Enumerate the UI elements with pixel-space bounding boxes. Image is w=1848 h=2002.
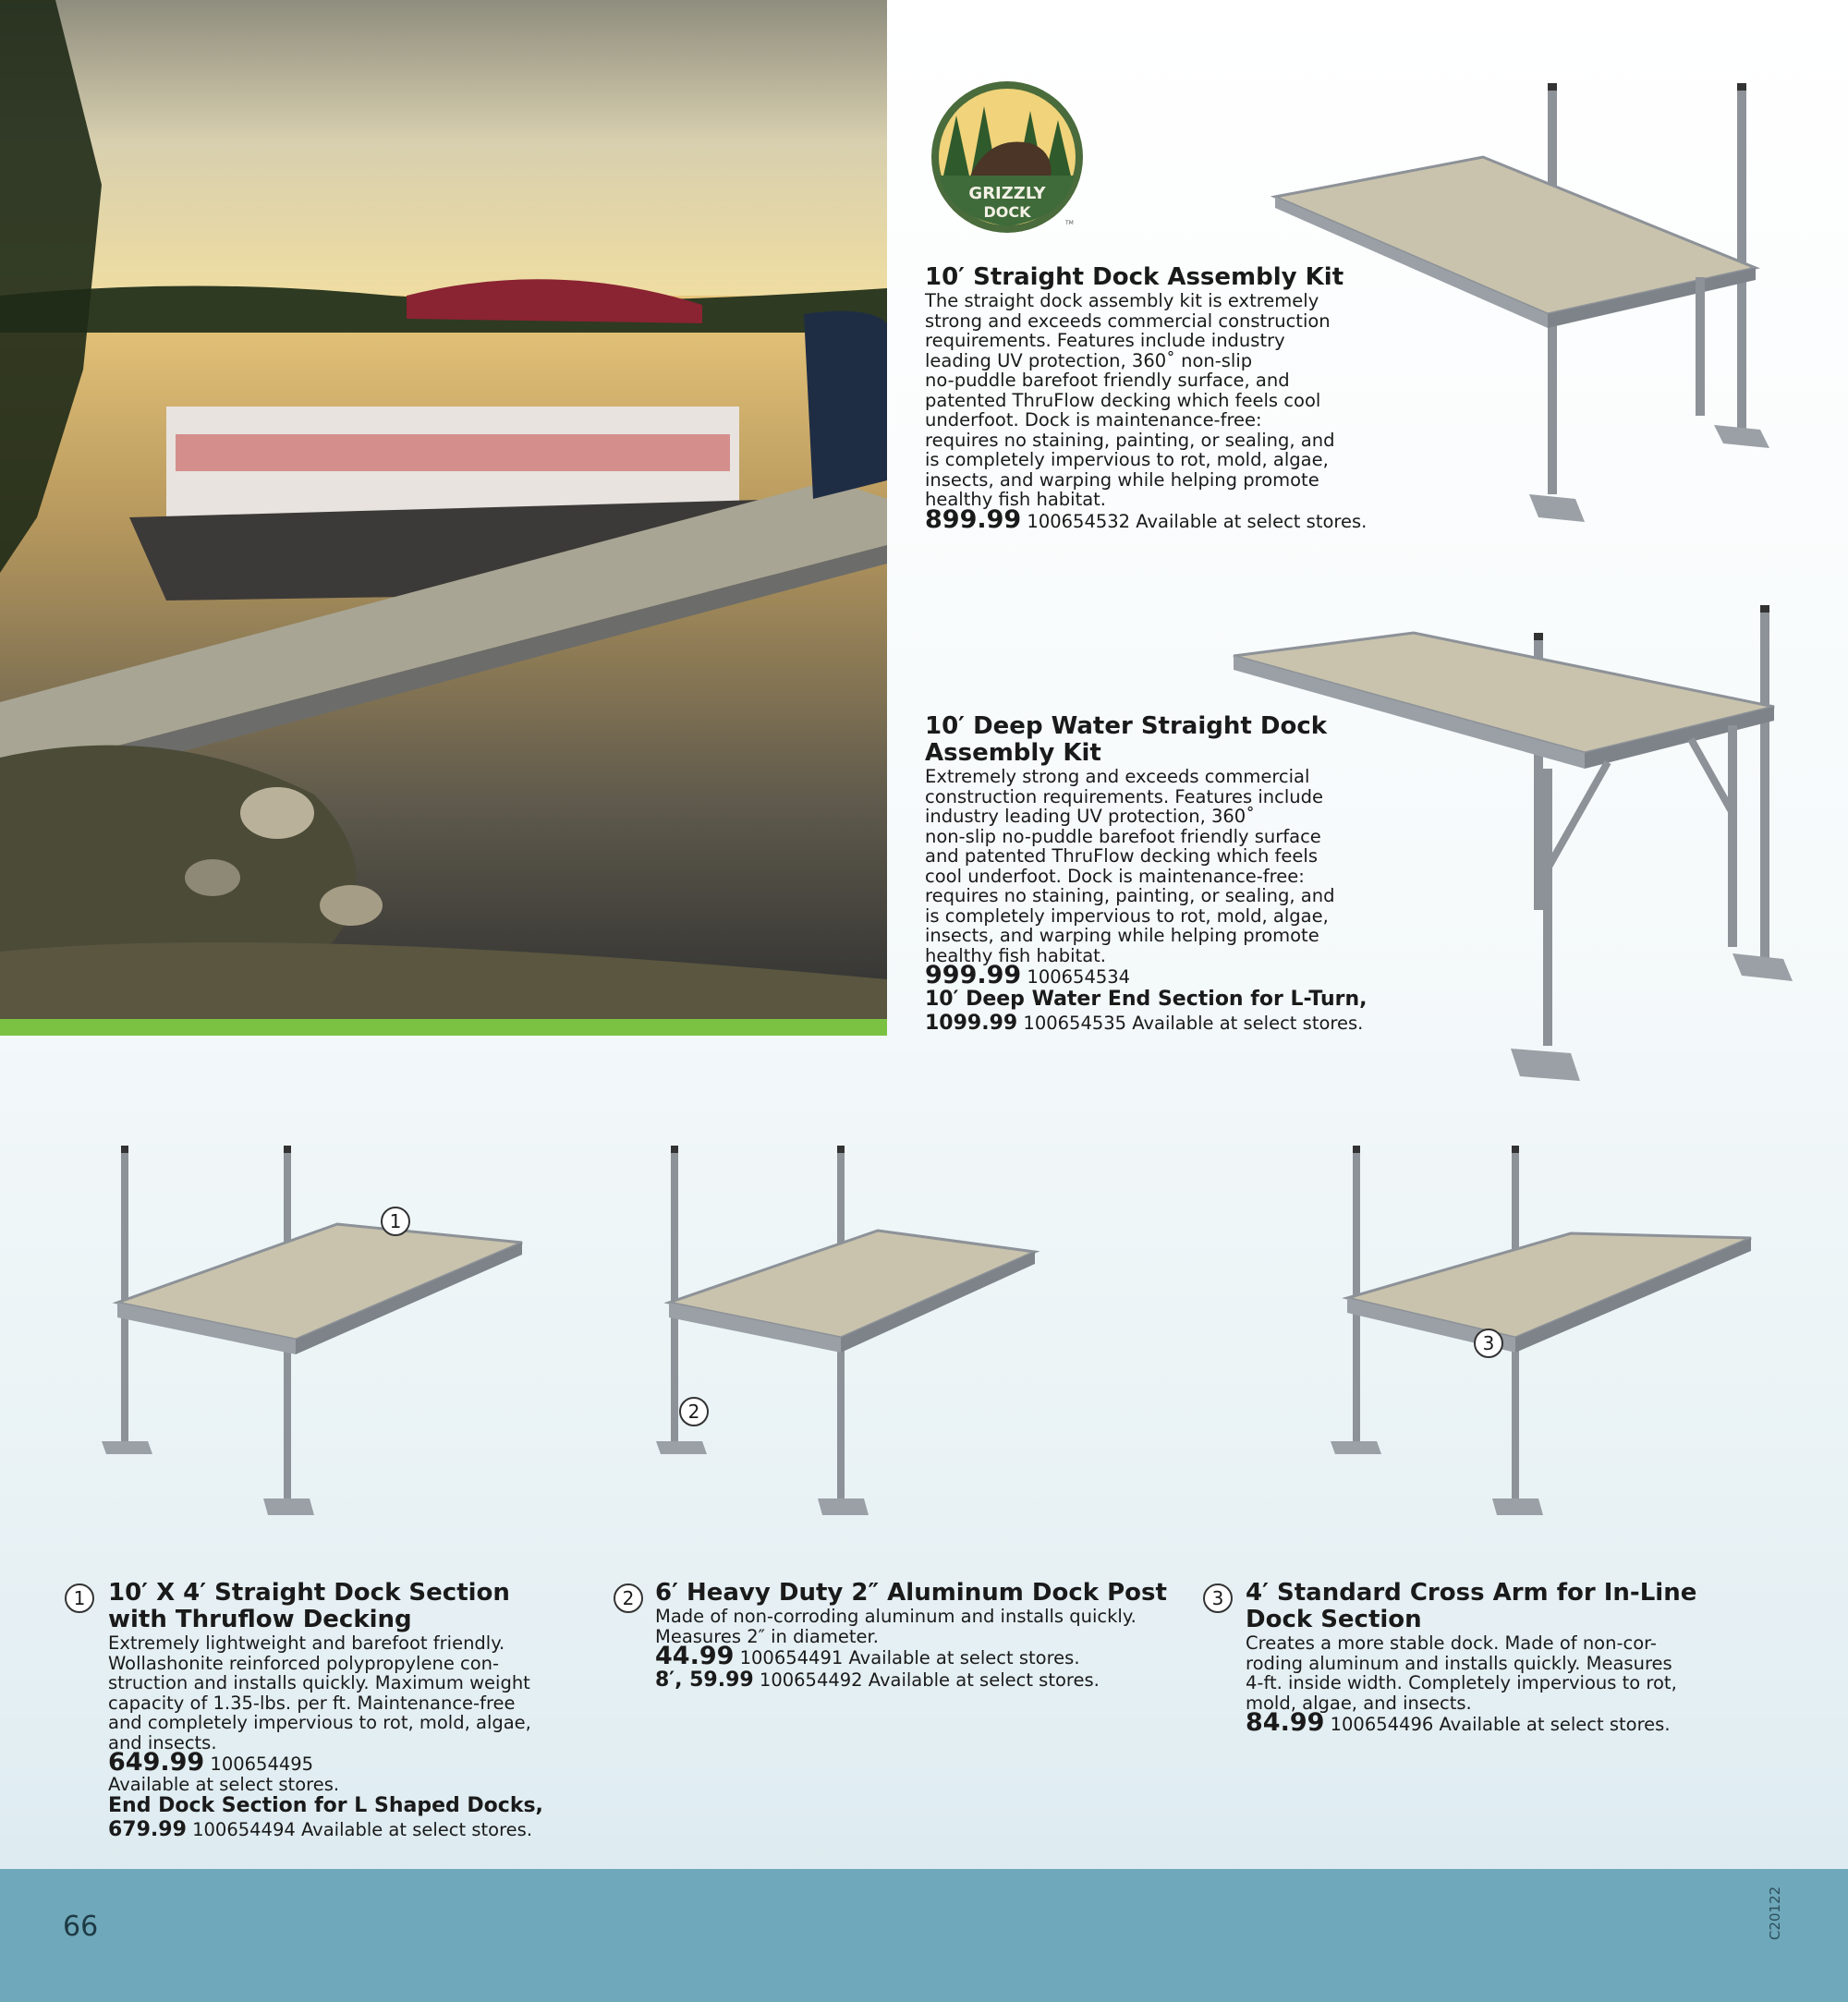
dock-section-variant-note: 100654494 Available at select stores. [192,1819,533,1840]
straight-kit-line: is completely impervious to rot, mold, algae, [925,449,1329,470]
deep-water-kit-title-1: 10′ Deep Water Straight Dock [925,712,1328,740]
cross-arm-line: roding aluminum and installs quickly. Measures [1246,1652,1672,1674]
deep-water-kit-line: healthy fish habitat. [925,944,1107,966]
straight-kit-line: insects, and warping while helping promote [925,468,1319,491]
dock-post-price: 44.99 [655,1642,735,1670]
dock-section-title-1: 10′ X 4′ Straight Dock Section [108,1579,510,1607]
dock-post-line: Made of non-corroding aluminum and installs quickly. [655,1606,1137,1627]
deep-water-kit-line: and patented ThruFlow decking which feels [925,845,1318,867]
straight-kit-title: 10′ Straight Dock Assembly Kit [925,263,1344,291]
straight-kit-block [925,263,1405,534]
straight-kit-line: strong and exceeds commercial construction [925,309,1331,332]
straight-kit-line: leading UV protection, 360˚ non-slip [925,349,1253,371]
dock-section-line: and completely impervious to rot, mold, algae, [108,1712,531,1733]
straight-kit-line: no-puddle barefoot friendly surface, and [925,370,1290,391]
straight-kit-sku: 100654532 Available at select stores. [1027,510,1368,532]
dock-section-block [108,1580,570,1842]
deep-water-kit-line: non-slip no-puddle barefoot friendly surface [925,825,1321,847]
logo-line1: GRIZZLY [968,184,1046,203]
lake-dock-photo [0,0,887,1019]
straight-kit-line: underfoot. Dock is maintenance-free: [925,409,1262,431]
dock-post-block [655,1580,1173,1693]
cross-arm-block [1246,1580,1763,1735]
dock-post-variant-note: 100654492 Available at select stores. [759,1668,1100,1691]
deep-water-kit-price: 999.99 [925,961,1022,989]
deep-water-kit-line: insects, and warping while helping promote [925,925,1319,946]
dock-post-sku: 100654491 Available at select stores. [739,1647,1080,1668]
deep-water-kit-line: Extremely strong and exceeds commercial [925,766,1310,787]
page-number: 66 [63,1911,99,1943]
dock-section-sku: 100654495 [210,1753,314,1775]
accent-strip [0,1019,887,1036]
dock-section-line: capacity of 1.35-lbs. per ft. Maintenance-free [108,1692,516,1714]
straight-kit-line: requires no staining, painting, or sealing, and [925,429,1335,451]
deep-water-variant-note: 100654535 Available at select stores. [1023,1012,1364,1034]
dock-section-line: struction and installs quickly. Maximum weight [108,1672,530,1693]
dock-section-price: 649.99 [108,1748,205,1777]
item-number-3: 3 [1203,1583,1233,1613]
deep-water-kit-block [925,713,1405,1036]
dock-section-variant-price: 679.99 [108,1818,187,1841]
deep-water-variant-price: 1099.99 [925,1011,1018,1035]
deep-water-kit-line: cool underfoot. Dock is maintenance-free: [925,865,1305,887]
dock-post-title: 6′ Heavy Duty 2″ Aluminum Dock Post [655,1579,1167,1607]
straight-kit-line: healthy fish habitat. [925,489,1107,510]
callout-1: 1 [381,1207,410,1236]
straight-kit-line: patented ThruFlow decking which feels cool [925,389,1321,411]
deep-water-kit-line: is completely impervious to rot, mold, algae, [925,904,1329,927]
cross-arm-title-2: Dock Section [1246,1606,1422,1633]
cross-arm-line: 4-ft. inside width. Completely impervious to rot, [1246,1672,1677,1693]
deep-water-kit-line: industry leading UV protection, 360˚ [925,806,1255,827]
dock-section-variant-title: End Dock Section for L Shaped Docks, [108,1794,543,1817]
logo-trademark: TM [1065,220,1074,226]
logo-line2: DOCK [983,203,1031,221]
grizzly-dock-logo [929,79,1086,236]
dock-section-line: and insects. [108,1731,217,1753]
dock-section-image [97,1136,541,1524]
straight-kit-line: requirements. Features include industry [925,330,1285,351]
item-number-2: 2 [614,1583,643,1613]
callout-3: 3 [1474,1329,1503,1358]
footer-band [0,1869,1848,2002]
cross-arm-price: 84.99 [1246,1708,1325,1737]
cross-arm-image [1321,1136,1765,1524]
callout-2: 2 [679,1397,709,1426]
straight-kit-line: The straight dock assembly kit is extremely [925,290,1319,311]
dock-section-line: Wollashonite reinforced polypropylene con- [108,1652,500,1674]
cross-arm-sku: 100654496 Available at select stores. [1330,1714,1671,1735]
dock-section-line: Extremely lightweight and barefoot friendly. [108,1632,505,1654]
dock-post-image [647,1136,1053,1524]
dock-post-variant-price: 8′, 59.99 [655,1668,754,1692]
deep-water-kit-line: construction requirements. Features include [925,785,1324,807]
dock-section-title-2: with Thruflow Decking [108,1606,412,1633]
deep-water-kit-title-2: Assembly Kit [925,739,1101,767]
cross-arm-line: mold, algae, and insects. [1246,1692,1472,1714]
deep-water-kit-sku: 100654534 [1027,966,1131,988]
deep-water-kit-line: requires no staining, painting, or sealing, and [925,885,1335,906]
straight-kit-price: 899.99 [925,504,1022,534]
cross-arm-line: Creates a more stable dock. Made of non-cor- [1246,1632,1657,1654]
dock-section-availability: Available at select stores. [108,1773,340,1795]
dock-post-line: Measures 2″ in diameter. [655,1625,879,1647]
cross-arm-title-1: 4′ Standard Cross Arm for In-Line [1246,1579,1697,1607]
deep-water-variant-title: 10′ Deep Water End Section for L-Turn, [925,987,1368,1011]
catalog-code: C20122 [1767,1886,1783,1940]
item-number-1: 1 [65,1583,94,1613]
